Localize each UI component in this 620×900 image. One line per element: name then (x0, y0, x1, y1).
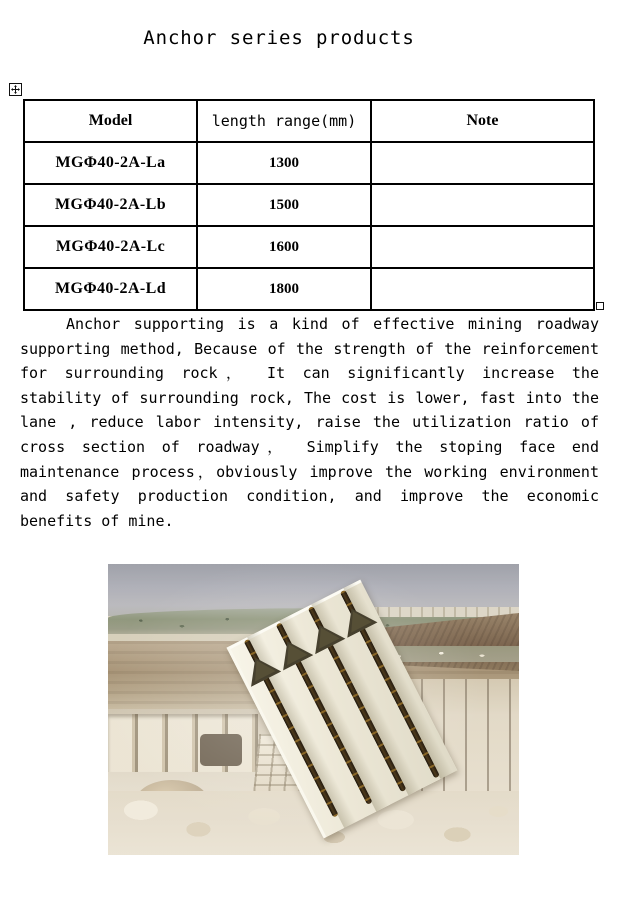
paragraph-line: and safety production condition, and improve the economic (20, 487, 599, 506)
table-row (24, 142, 594, 184)
length-cell[interactable]: 1800 (197, 268, 371, 310)
paragraph-line: for surrounding rock， It can significantly increase the (20, 364, 599, 383)
model-cell[interactable]: MGΦ40-2A-La (24, 142, 197, 184)
table-move-handle[interactable] (9, 83, 22, 96)
paragraph-line: cross section of roadway， Simplify the stoping face end (20, 437, 599, 456)
table-row (24, 268, 594, 310)
note-cell[interactable] (371, 268, 594, 310)
paragraph-line: supporting method, Because of the strength of the reinforcement (20, 339, 599, 358)
table-row (24, 184, 594, 226)
note-cell[interactable] (371, 226, 594, 268)
paragraph-line: maintenance process，obviously improve the working environment (20, 462, 599, 481)
table-resize-handle[interactable] (596, 302, 604, 310)
paragraph-line: benefits of mine. (20, 511, 174, 530)
length-cell[interactable]: 1500 (197, 184, 371, 226)
paragraph-line: Anchor supporting is a kind of effective mining roadway (66, 315, 599, 333)
quarry-photo[interactable] (108, 564, 519, 855)
header-note: Note (371, 100, 594, 142)
header-length-range: length range(mm) (197, 100, 371, 142)
move-cross-icon (11, 85, 20, 94)
description-paragraph (20, 312, 599, 533)
note-cell[interactable] (371, 184, 594, 226)
model-cell[interactable]: MGΦ40-2A-Lc (24, 226, 197, 268)
note-cell[interactable] (371, 142, 594, 184)
length-cell[interactable]: 1600 (197, 226, 371, 268)
products-table (23, 99, 595, 311)
length-cell[interactable]: 1300 (197, 142, 371, 184)
paragraph-line: lane , reduce labor intensity, raise the utilization ratio of (20, 413, 599, 432)
table-header-row (24, 100, 594, 142)
table-row (24, 226, 594, 268)
header-model: Model (24, 100, 197, 142)
model-cell[interactable]: MGΦ40-2A-Ld (24, 268, 197, 310)
model-cell[interactable]: MGΦ40-2A-Lb (24, 184, 197, 226)
paragraph-line: stability of surrounding rock, The cost is lower, fast into the (20, 388, 599, 407)
document-title: Anchor series products (143, 27, 415, 49)
